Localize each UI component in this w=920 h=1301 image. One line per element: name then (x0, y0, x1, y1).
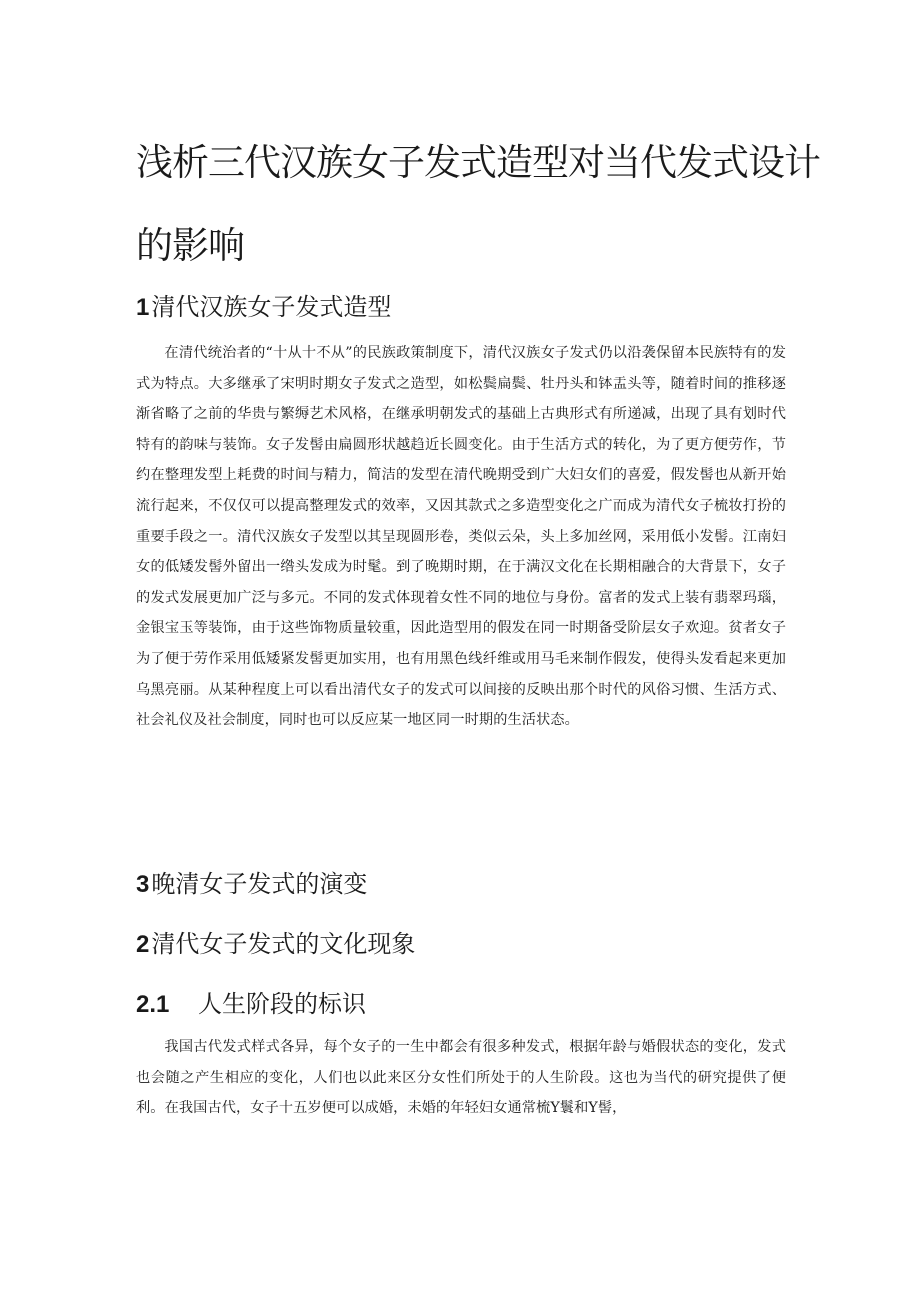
section-heading-2 (136, 924, 415, 959)
section-number: 2 (136, 931, 150, 958)
section-title: 清代女子发式的文化现象 (151, 930, 416, 958)
section-heading-1 (136, 287, 391, 322)
section-1-paragraph: 在清代统治者的“十从十不从”的民族政策制度下，清代汉族女子发式仍以沿袭保留本民族特有的发式为特点。大多继承了宋明时期女子发式之造型，如松鬓扁鬓、牡丹头和钵盂头等，随着时间的推移逐渐省略了之前的华贵与繁缛艺术风格，在继承明朝发式的基础上古典形式有所递减，出现了具有划时代特有的韵味与装饰。女子发髻由扁圆形状越趋近长圆变化。由于生活方式的转化，为了更方便劳作，节约在整理发型上耗费的时间与精力，简洁的发型在清代晚期受到广大妇女们的喜爱，假发髻也从新开始流行起来，不仅仅可以提高整理发式的效率，又因其款式之多造型变化之广而成为清代女子梳妆打扮的重要手段之一。清代汉族女子发型以其呈现圆形卷，类似云朵，头上多加丝网，采用低小发髻。江南妇女的低矮发髻外留出一绺头发成为时髦。到了晚期时期，在于满汉文化在长期相融合的大背景下，女子的发式发展更加广泛与多元。不同的发式体现着女性不同的地位与身份。富者的发式上装有翡翠玛瑙，金银宝玉等装饰，由于这些饰物质量较重，因此造型用的假发在同一时期备受阶层女子欢迎。贫者女子为了便于劳作采用低矮紧发髻更加实用，也有用黑色线纤维或用马毛来制作假发，使得头发看起来更加乌黑亮丽。从某种程度上可以看出清代女子的发式可以间接的反映出那个时代的风俗习惯、生活方式、社会礼仪及社会制度，同时也可以反应某一地区同一时期的生活状态。 (136, 345, 786, 729)
section-number: 2.1 (136, 991, 170, 1018)
document-title-line-2: 的影响 (136, 224, 244, 267)
section-number: 1 (136, 294, 150, 321)
section-heading-3 (136, 864, 367, 899)
section-2-1-paragraph: 我国古代发式样式各异，每个女子的一生中都会有很多种发式，根据年龄与婚假状态的变化，发式也会随之产生相应的变化，人们也以此来区分女性们所处于的人生阶段。这也为当代的研究提供了便利。在我国古代，女子十五岁便可以成婚，未婚的年轻妇女通常梳Y鬟和Y髻， (136, 1039, 786, 1117)
section-number: 3 (136, 871, 150, 898)
section-title: 清代汉族女子发式造型 (151, 293, 392, 321)
document-title-line-1: 浅析三代汉族女子发式造型对当代发式设计 (136, 141, 820, 184)
section-title: 晚清女子发式的演变 (151, 870, 368, 898)
section-title: 人生阶段的标识 (198, 990, 366, 1018)
section-heading-2-1 (136, 984, 366, 1019)
